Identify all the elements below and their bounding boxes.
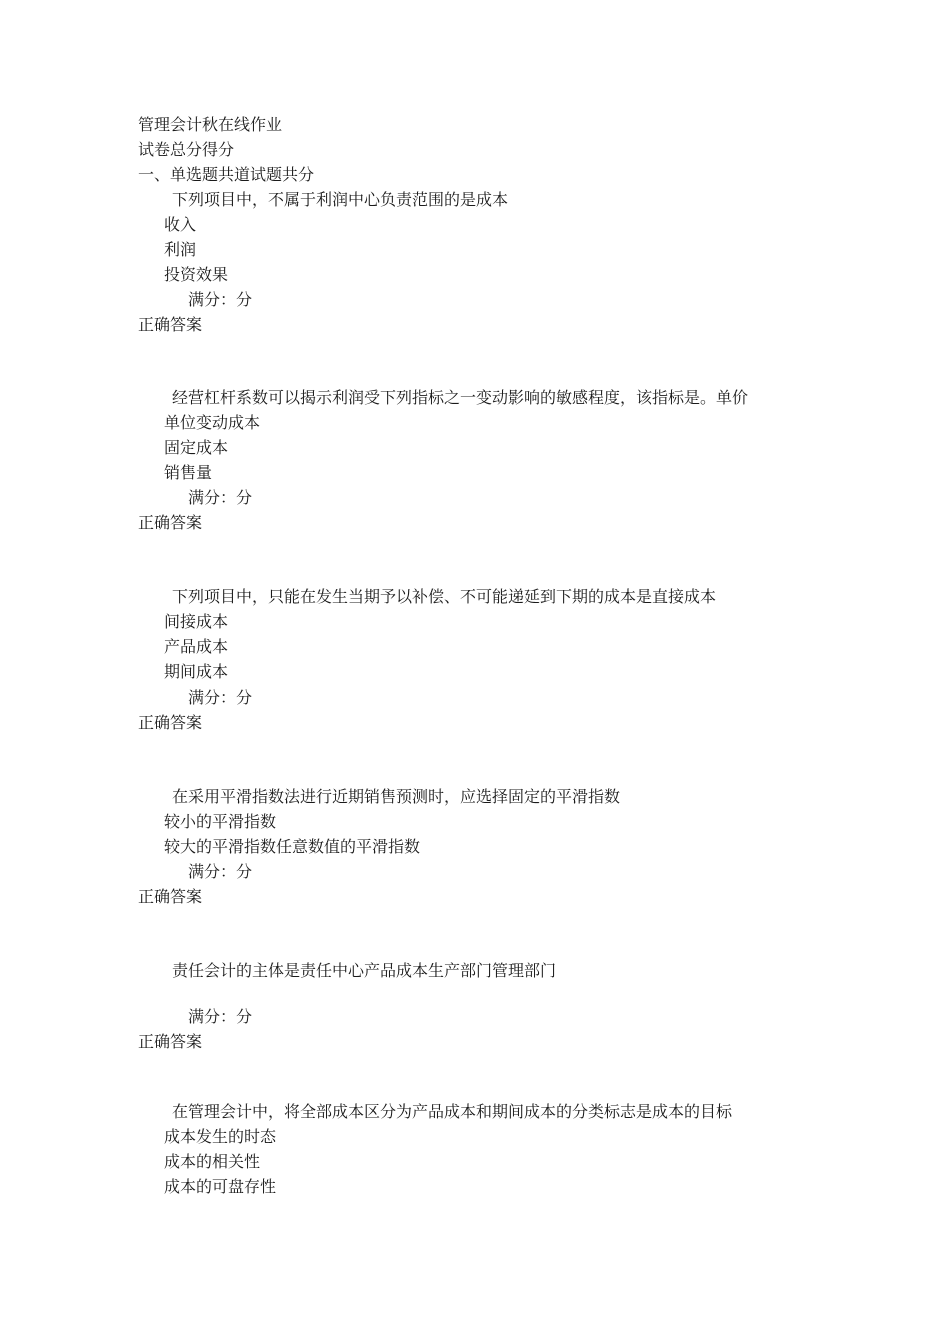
question-3-option-1: 间接成本: [164, 612, 229, 631]
question-3-correct-answer: 正确答案: [138, 713, 203, 732]
question-5-stem: 责任会计的主体是责任中心产品成本生产部门管理部门: [172, 961, 557, 980]
question-6-option-3: 成本的可盘存性: [164, 1177, 277, 1196]
question-4-stem: 在采用平滑指数法进行近期销售预测时，应选择固定的平滑指数: [172, 787, 621, 806]
question-1-option-1: 收入: [164, 215, 197, 234]
question-6-option-1: 成本发生的时态: [164, 1127, 277, 1146]
question-4-correct-answer: 正确答案: [138, 887, 203, 906]
question-5-correct-answer: 正确答案: [138, 1032, 203, 1051]
question-2-option-1: 单位变动成本: [164, 413, 261, 432]
question-2-correct-answer: 正确答案: [138, 513, 203, 532]
question-1-option-3: 投资效果: [164, 265, 229, 284]
total-score-label: 试卷总分得分: [138, 140, 235, 159]
question-4-full-score: 满分：分: [188, 862, 253, 881]
question-3-option-3: 期间成本: [164, 662, 229, 681]
question-5-full-score: 满分：分: [188, 1007, 253, 1026]
question-4-option-1: 较小的平滑指数: [164, 812, 277, 831]
question-3-option-2: 产品成本: [164, 637, 229, 656]
question-2-option-3: 销售量: [164, 463, 213, 482]
question-2-full-score: 满分：分: [188, 488, 253, 507]
question-6-option-2: 成本的相关性: [164, 1152, 261, 1171]
question-3-full-score: 满分：分: [188, 688, 253, 707]
section-heading: 一、单选题共道试题共分: [138, 165, 315, 184]
question-6-stem: 在管理会计中，将全部成本区分为产品成本和期间成本的分类标志是成本的目标: [172, 1102, 733, 1121]
document-title: 管理会计秋在线作业: [138, 115, 283, 134]
question-2-option-2: 固定成本: [164, 438, 229, 457]
question-4-option-2: 较大的平滑指数任意数值的平滑指数: [164, 837, 421, 856]
question-2-stem: 经营杠杆系数可以揭示利润受下列指标之一变动影响的敏感程度，该指标是。单价: [172, 388, 749, 407]
question-1-correct-answer: 正确答案: [138, 315, 203, 334]
question-1-option-2: 利润: [164, 240, 197, 259]
question-1-stem: 下列项目中，不属于利润中心负责范围的是成本: [172, 190, 509, 209]
question-3-stem: 下列项目中，只能在发生当期予以补偿、不可能递延到下期的成本是直接成本: [172, 587, 717, 606]
question-1-full-score: 满分：分: [188, 290, 253, 309]
